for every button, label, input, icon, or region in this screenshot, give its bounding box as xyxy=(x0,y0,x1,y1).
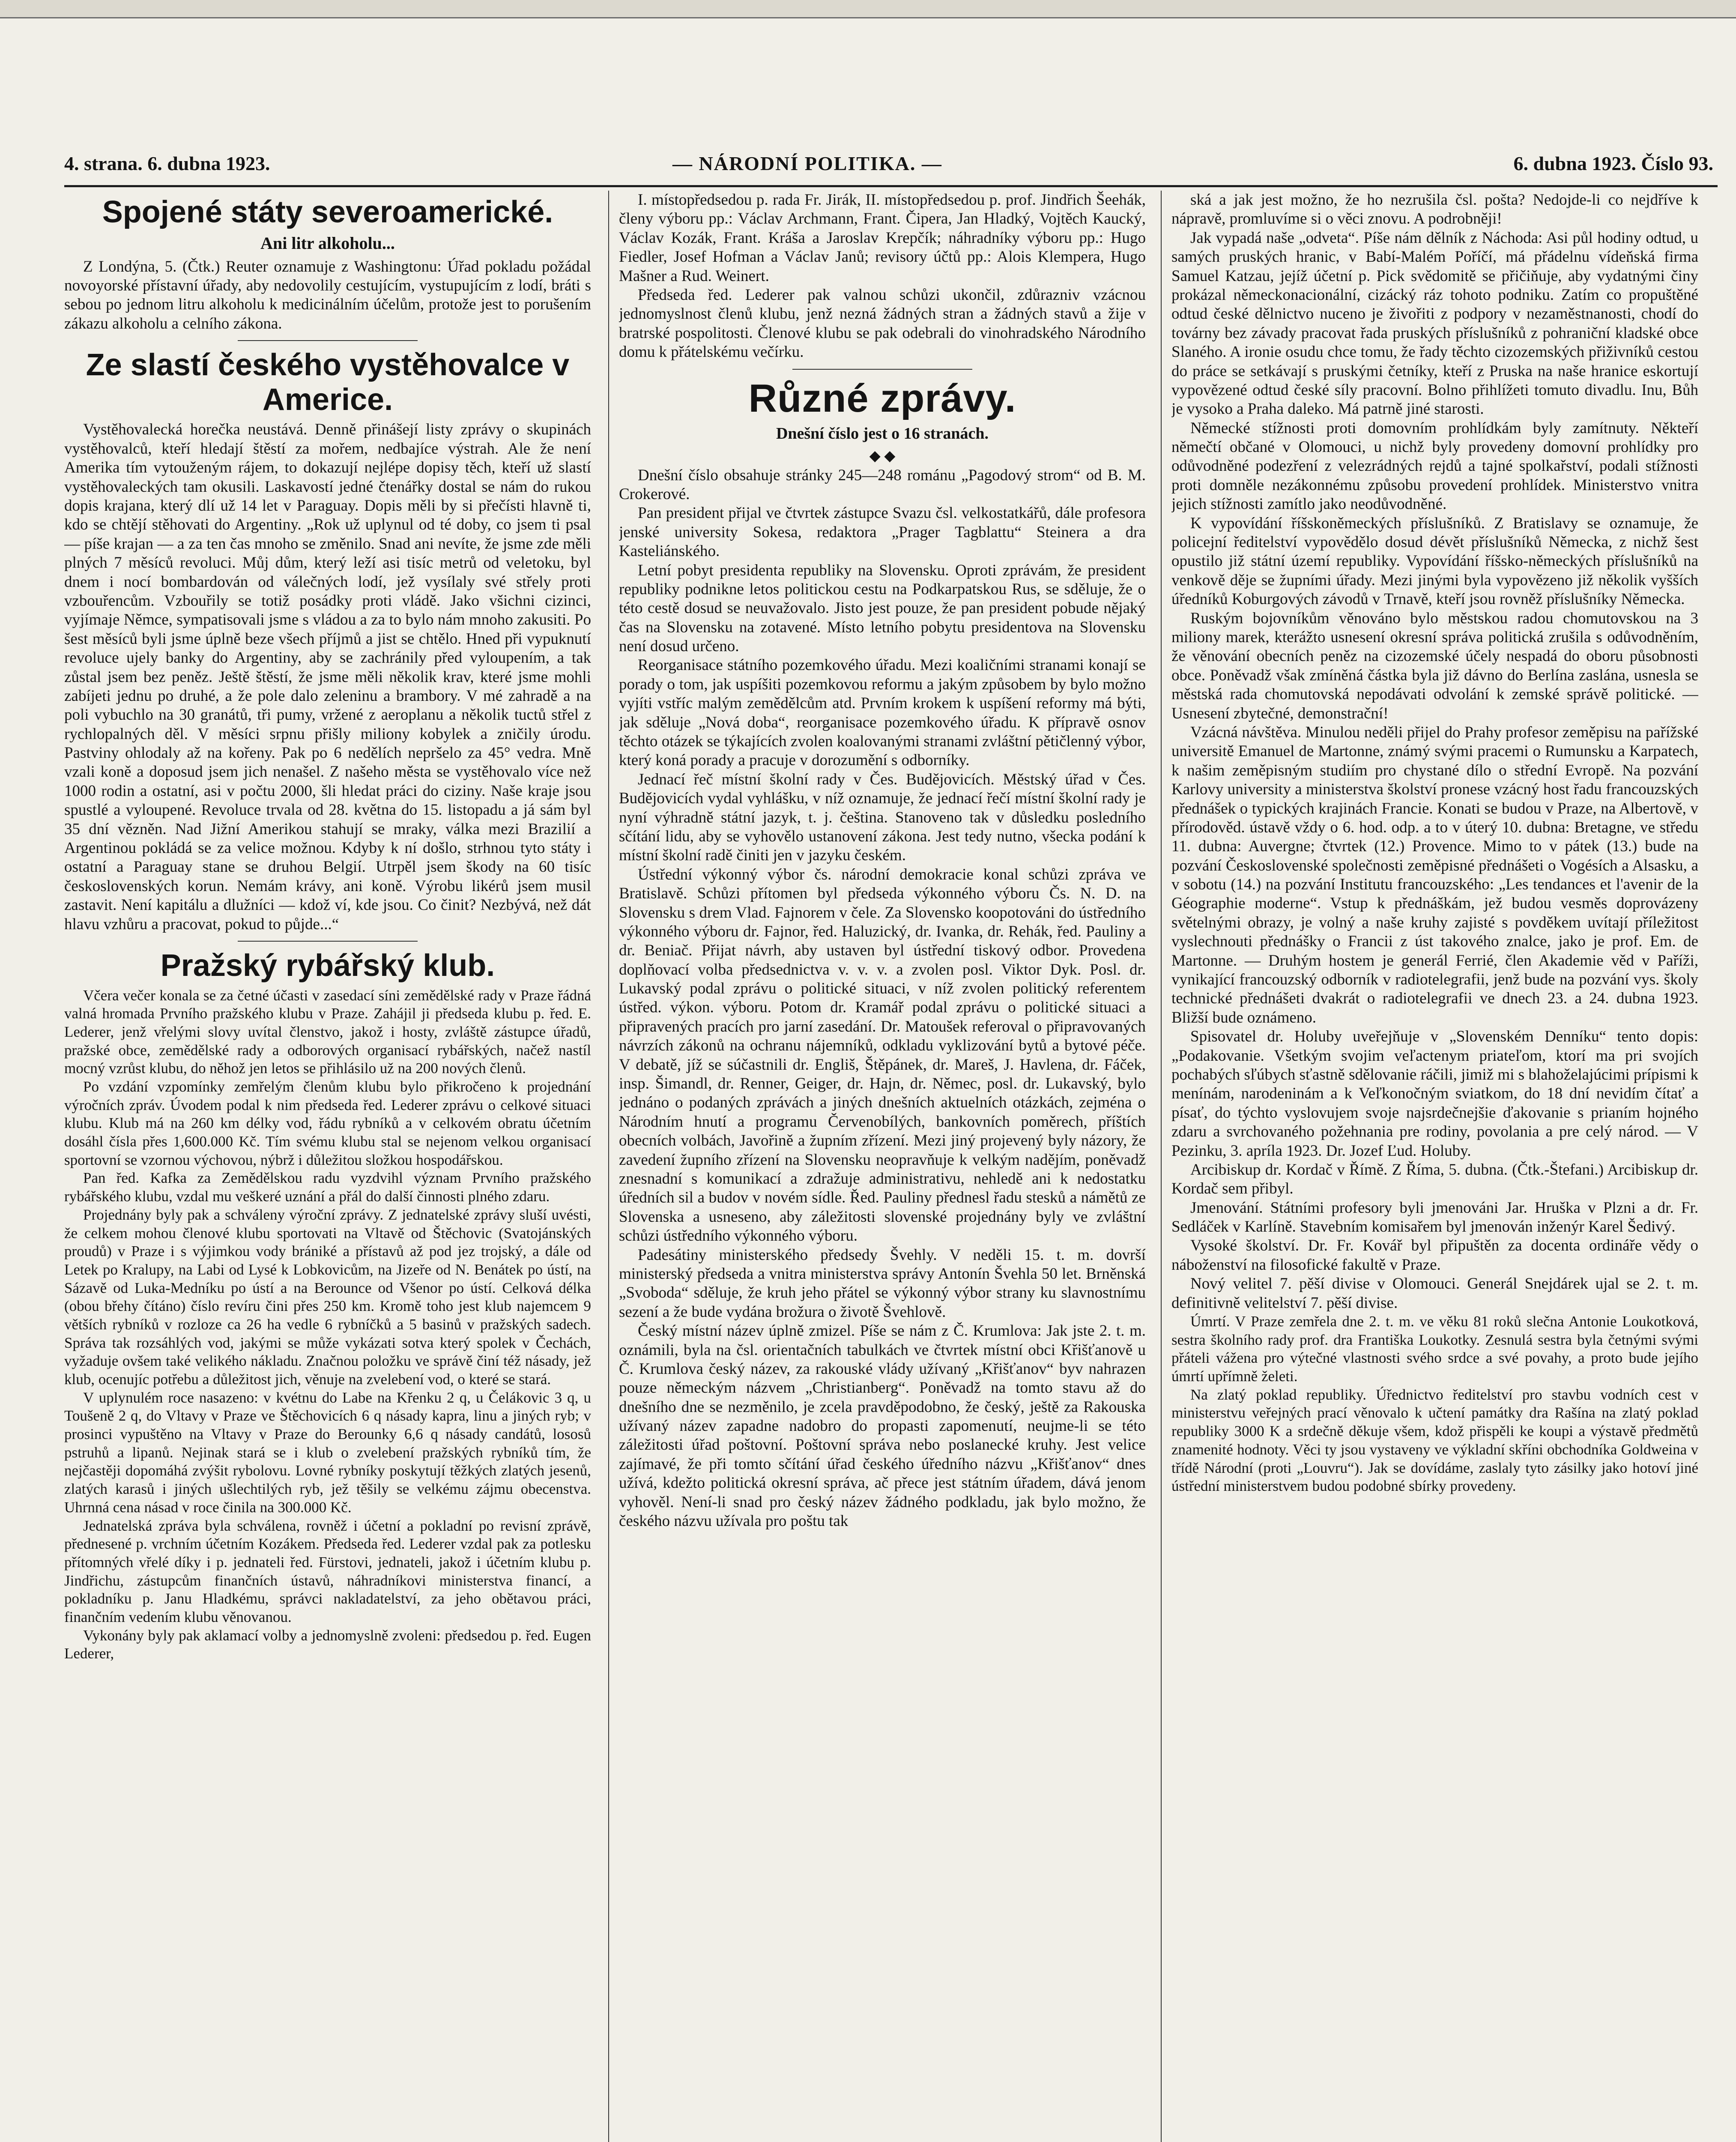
article-paragraph: Jednatelská zpráva byla schválena, rovněž i účetní a pokladní po revisní zprávě, přednesené p. vrchním účetním Kozákem. Předseda řed. Lederer vzdal pak za potlesku přítomných vřelé díky i p. jednateli řed. Fürstovi, jednateli, jakož i účetním klubu p. Jindřichu, zástupcům finančních ústavů, náhradníkovi ministerstva financí, a pokladníku p. Janu Hladkému, správci nakladatelství, za jeho obětavou práci, finančním vedením klubu věnovanou. xyxy=(64,1517,591,1625)
header-issue-info: 6. dubna 1923. Číslo 93. xyxy=(1513,153,1713,174)
section-title: Různé zprávy. xyxy=(748,376,1016,420)
masthead-title: — NÁRODNÍ POLITIKA. — xyxy=(672,153,942,174)
article-separator xyxy=(792,369,972,370)
issue-note: Dnešní číslo jest o 16 stranách. xyxy=(776,424,989,443)
article-paragraph: V uplynulém roce nasazeno: v kvétnu do Labe na Křenku 2 q, u Čelákovic 3 q, u Toušeně 2 q, do Vltavy v Praze ve Štěchovicích 6 q násady kapra, linu a jiných ryb; v prosinci vypuštěno na Vltavy v Praze do Berounky 6,6 q násady candátů, lososů pstruhů a lipanů. Nejinak stará se i klub o zvelebení pražských rybníků tím, že nejčastěji dopomáhá zvýšit rybolovu. Lovné rybníky poskytují těžkých zlatých jesenů, zlatých karasů i jiných ušlechtilých ryb, jež těšily se velkému zájmu obecenstva. Uhrnná cena násad v roce činila na 300.000 Kč. xyxy=(64,1389,591,1516)
article-paragraph: Včera večer konala se za četné účasti v zasedací síni zemědělské rady v Praze řádná valná hromada Prvního pražského klubu v Praze. Zahájil ji předseda klubu p. řed. E. Lederer, jenž vřelými slovy uvítal členstvo, jakož i hosty, zvláště zástupce úřadů, pražské obce, zemědělské rady a odborových organisací rybářských, načež nastíl mocný vzrůst klubu, do něhož jen letos se přihlásilo už na 200 nových členů. xyxy=(64,987,591,1077)
article-paragraph: Předseda řed. Lederer pak valnou schůzi ukončil, zdůrazniv vzácnou jednomyslnost členů klubu, jenž nezná žádných stran a žádných stavů a žije v bratrské pospolitosti. Členové klubu se pak odebrali do vinohradského Národního domu k přátelskému večírku. xyxy=(619,286,1146,361)
article-title: Pražský rybářský klub. xyxy=(160,948,495,983)
news-item: Jak vypadá naše „odveta“. Píše nám dělník z Náchoda: Asi půl hodiny odtud, u samých pruských hranic, v Babí-Malém Poříčí, má přádelnu vídeňská firma Samuel Katzau, jejíž účetní p. Pick svědomitě se přičiňuje, aby vydatnými činy prokázal německonacionální, cizácký ráz tohoto podniku. Zatím co propuštěné odtud české dělnictvo nuceno je živořiti z podpory v nezaměstnanosti, chodí do továrny bez závady pracovat řada pruských příslušníků z pohraniční kladské obce Slaného. A ironie osudu chce tomu, že řady těchto cizozemských přiživníků cestou do práce se setkávají s pruskými četníky, kteří z Pruska na naše hranice eskortují vypovězené odtud české síly pracovní. Bolno přihlížeti tomuto divadlu. Inu, Bůh je vysoko a Praha daleko. Má patrně jiné starosti. xyxy=(1171,229,1698,418)
article-paragraph: Vystěhovalecká horečka neustává. Denně přinášejí listy zprávy o skupinách vystěhovalců, kteří hledají štěstí za mořem, nedbajíce výstrah. Ale že není Amerika tím vytouženým rájem, to dokazují nejlépe dopisy těch, kteří už slastí vystěhovaleckých tam okusili. Laskavostí jedné čtenářky dostal se nám do rukou dopis krajana, který dlí už 14 let v Paraguay. Dopis měli by si přečísti hlavně ti, kdo se chtějí stěhovati do Argentiny. „Rok už uplynul od té doby, co jsem ti psal — píše krajan — a za ten čas mnoho se změnilo. Snad ani nevíte, že jsme zde měli plných 7 měsíců revoluci. Můj dům, který leží asi tisíc metrů od veletoku, byl dnem i nocí bombardován od válečných lodí, jež vysílaly své střely proti vzbouřencům. Vzbouřily se totiž posádky proti vládě. Jako všichni cizinci, vyjímaje Němce, sympatisovali jsme s vládou a za to bylo nám mnoho zakusiti. Po šest měsíců byli jsme úplně beze všech příjmů a jist se chtělo. Hned při vypuknutí revoluce ujely banky do Argentiny, aby se zachránily před vyloupením, a tak zůstal jsem bez peněz. Ještě štěstí, že jsme měli několik krav, které jsme mohli zabíjeti jednu po druhé, a že pole dalo zeleninu a brambory. V mé zahradě a na poli vybuchlo na 30 granátů, tři pumy, vržené z aeroplanu a několik tuctů střel z rychlopalných děl. V měsíci srpnu přišly miliony kobylek a zničily úrodu. Pastviny ohlodaly až na kořeny. Pak po 6 nedělích nepršelo za 45° vedra. Mně vzali koně a doposud jsem jich nenašel. Z našeho města se vystěhovalo více než 1000 rodin a ostatní, asi v počtu 2000, šli hledat práci do ciziny. Naše kraje jsou spustlé a vyloupené. Revoluce trvala od 28. května do 15. listopadu a já sám byl 35 dní vězněn. Nad Jižní Amerikou stahují se mraky, válka mezi Brazilií a Argentinou pokládá se za velice možnou. Kdyby k ní došlo, strhnou tyto státy i ostatní a Paraguay stane se druhou Belgií. Utrpěl jsem škody na 60 tisíc československých korun. Nemám krávy, ani koně. Výrobu likérů jsem musil zastavit. Není kapitálu a dlužníci — kdož ví, kde jsou. Co činit? Nezbývá, než dát hlavu vzhůru a pracovat, pokud to půjde...“ xyxy=(64,421,591,933)
column-2 xyxy=(619,191,1146,2142)
news-item: Vysoké školství. Dr. Fr. Kovář byl připuštěn za docenta ordináře vědy o náboženství na filosofické fakultě v Praze. xyxy=(1171,1237,1698,1274)
news-item: Jednací řeč místní školní rady v Čes. Budějovicích. Městský úřad v Čes. Budějovicích vydal vyhlášku, v níž oznamuje, že jednací řečí místní školní rady je nyní výhradně státní jazyk, t. j. čeština. Stanoveno tak v důsledku posledního sčítání lidu, aby se vyhovělo ustanovení zákona. Jest tedy nutno, všecka podání k místní školní radě činiti jen v jazyku českém. xyxy=(619,770,1146,865)
page-header xyxy=(64,152,1713,178)
news-item: Český místní název úplně zmizel. Píše se nám z Č. Krumlova: Jak jste 2. t. m. oznámili, byla na čsl. orientačních tabulkách ve čtvrtek místní obci Křišťanově u Č. Krumlova český název, za rakouské vlády užívaný „Křišťanov“ byv nahrazen pouze německým názvem „Christianberg“. Poněvadž na tomto stavu až do dnešního dne se nezměnilo, je zcela pravděpodobno, že český, ještě za Rakouska užívaný název zapadne nadobro do propasti zapomenutí, neujme-li se této záležitosti úřad poštovní. Poštovní správa nebo poslanecké kruhy. Jest velice zajímavé, že při tomto sčítání úřad českého úředního názvu „Křišťanov“ dnes užívá, kdežto politická okresní správa, ač přece jest státním úřadem, dává jenom vyhověl. Není-li snad pro český název žádného podkladu, jak bylo možno, že českého názvu užívala pro poštu tak xyxy=(619,1322,1146,1530)
news-item: Ruským bojovníkům věnováno bylo městskou radou chomutovskou na 3 miliony marek, kterážto usnesení okresní správa politická zrušila s odůvodněním, že věnování obecních peněz na cizozemské účely nespadá do oboru působnosti obce. Poněvadž však zmíněná částka byla již dávno do Berlína zaslána, usnesla se městská rada chomutovská nepodávati odvolání k zemské správě politické. — Usnesení zbytečné, demonstrační! xyxy=(1171,609,1698,722)
article-subtitle: Ani litr alkoholu... xyxy=(260,233,395,253)
news-item: Reorganisace státního pozemkového úřadu. Mezi koaličními stranami konají se porady o tom, jak uspíšiti pozemkovou reformu a jakým způsobem by bylo možno vyjíti vstříc malým zemědělcům atd. Prvním krokem k uspíšení reformy má býti, jak sděluje „Nová doba“, reorganisace pozemkového úřadu. K přípravě osnov těchto otázek se týkajících zvolen koalovanými stranami zvláštní pětičlenný výbor, který koná porady a pracuje v dorozumění s odborníky. xyxy=(619,656,1146,769)
news-item: Letní pobyt presidenta republiky na Slovensku. Oproti zprávám, že president republiky podnikne letos politickou cestu na Podkarpatskou Rus, se sděluje, že o této cestě dosud se neuvažovalo. Jisto jest pouze, že pan president pobude nějaký čas na Slovensku na zotavené. Místo letního pobytu presidentova na Slovensku není dosud určeno. xyxy=(619,561,1146,655)
news-item: Ústřední výkonný výbor čs. národní demokracie konal schůzi zpráva ve Bratislavě. Schůzi přítomen byl předseda výkonného výboru Čs. N. D. na Slovensku s drem Vlad. Fajnorem v čele. Za Slovensko koopotováni do ústředního výkonného výboru dr. Fajnor, řed. Haluzický, dr. Ivanka, dr. Rehák, řed. Pauliny a dr. Beniač. Přijat návrh, aby ustaven byl ústřední tiskový odbor. Provedena doplňovací volba předsednictva v. v. v. a zvolen posl. Viktor Dyk. Posl. dr. Lukavský podal zprávu o politické situaci, v níž zvolen politický referentem ústřed. výkon. výboru. Potom dr. Kramář podal zprávu o politické situaci a připravených pracích pro jarní zasedání. Dr. Matoušek referoval o připravovaných návrzích zákonů na ochranu nájemníků, odkladu vyklizování bytů a bytové péče. V debatě, jíž se súčastnili dr. Engliš, Štěpánek, dr. Mareš, J. Havlena, dr. Fáček, insp. Šimandl, dr. Renner, Geiger, dr. Hajn, dr. Němec, posl. dr. Lukavský, bylo jednáno o podaných zprávách a jiných dnešních aktuelních otázkách, zejména o Národním hnutí a programu Červenobílých, bankovních poměrech, příštích obecních volbách, Javořině a župním zřízení. Mezi jiný projevený byly názory, že zavedení župního zřízení na Slovensku neopravňuje k velkým nadějím, poněvadž znesnadní s komunikací a zdražuje administrativu, nehledě ani k nedostatku úředních sil a budov v novém sídle. Řed. Pauliny přednesl řadu stesků a námětů ze Slovenska a usneseno, aby záležitosti slovenské projednány byly ve zvláštní schůzi ústředního výkonného výboru. xyxy=(619,865,1146,1245)
article-separator xyxy=(238,340,418,341)
news-item: Úmrtí. V Praze zemřela dne 2. t. m. ve věku 81 roků slečna Antonie Loukotková, sestra školního rady prof. dra Františka Loukotky. Zesnulá sestra byla četnými svými přáteli vážena pro výtečné vlastnosti svého srdce a své povahy, a proto bude jejího úmrtí upřímně želeti. xyxy=(1171,1313,1698,1385)
news-item: Německé stížnosti proti domovním prohlídkám byly zamítnuty. Někteří němečtí občané v Olomouci, u nichž byly provedeny domovní prohlídky pro odůvodněné podezření z velezrádných rejdů a tajné spolkařství, podali stížnosti proti domněle nezákonnému způsobu provedení prohlídek. Ministerstvo vnitra jejich stížnosti zamítlo jako neodůvodněné. xyxy=(1171,419,1698,513)
article-paragraph: Po vzdání vzpomínky zemřelým členům klubu bylo přikročeno k projednání výročních zpráv. Úvodem podal k nim předseda řed. Lederer zprávu o celkové situaci klubu. Klub má na 260 km délky vod, řádu rybníků a v celkovém obratu účetním dosáhl čísla přes 1,600.000 Kč. Tím svému klubu stal se nejenom velkou organisací sportovní se vzornou výchovou, nýbrž i důležitou složkou hospodářskou. xyxy=(64,1078,591,1168)
news-item: Na zlatý poklad republiky. Úřednictvo ředitelství pro stavbu vodních cest v ministerstvu veřejných prací věnovalo k učtení památky dra Rašína na zlatý poklad republiky 3000 K a srdečně děkuje všem, kdož přispěli ke koupi a výstavě předmětů znamenité hodnoty. Věci ty jsou vystaveny ve výkladní skříni obchodníka Goldweina v třídě Národní (proti „Louvru“). Jak se dovídáme, zaslaly tyto zásilky jako hotoví jiné ústřední ministerstvem budou podobné sbírky provedeny. xyxy=(1171,1386,1698,1495)
article-paragraph: Vykonány byly pak aklamací volby a jednomyslně zvoleni: předsedou p. řed. Eugen Lederer, xyxy=(64,1627,591,1662)
column-divider xyxy=(608,191,609,2142)
article-separator xyxy=(238,941,418,942)
news-item: ská a jak jest možno, že ho nezrušila čsl. pošta? Nedojde-li co nejdříve k nápravě, promluvíme si o věci znovu. A podrobněji! xyxy=(1171,191,1698,228)
header-rule xyxy=(64,185,1718,187)
news-item: Pan president přijal ve čtvrtek zástupce Svazu čsl. velkostatkářů, dále profesora jenské university Sokesa, redaktora „Prager Tagblattu“ Steinera a dra Kasteliánského. xyxy=(619,504,1146,560)
news-item: Arcibiskup dr. Kordač v Římě. Z Říma, 5. dubna. (Čtk.-Štefani.) Arcibiskup dr. Kordač sem přibyl. xyxy=(1171,1161,1698,1198)
column-1 xyxy=(64,191,591,2142)
article-paragraph: I. místopředsedou p. rada Fr. Jirák, II. místopředsedou p. prof. Jindřich Šeehák, členy výboru pp.: Václav Archmann, Frant. Čipera, Jan Hladký, Vojtěch Kaucký, Václav Kozák, Frant. Kráša a Jaroslav Krepčík; náhradníky výboru pp.: Hugo Fiedler, Josef Hofman a Václav Janů; revisory účtů pp.: Alois Klempera, Hugo Mašner a Rud. Weinert. xyxy=(619,191,1146,285)
news-item: Nový velitel 7. pěší divise v Olomouci. Generál Snejdárek ujal se 2. t. m. definitivně velitelství 7. pěší divise. xyxy=(1171,1275,1698,1312)
article-title: Ze slastí českého vystěhovalce v Americe. xyxy=(86,348,570,417)
article-title: Spojené státy severoamerické. xyxy=(102,195,553,229)
article-paragraph: Z Londýna, 5. (Čtk.) Reuter oznamuje z Washingtonu: Úřad pokladu požádal novoyorské přístavní úřady, aby nedovolily cestujícím, vystupujícím z lodí, bráti s sebou po jednom litru alkoholu k medicinálním účelům, protože jest to porušením zákazu alkoholu a celního zákona. xyxy=(64,257,591,332)
top-margin-rule xyxy=(0,0,1736,18)
news-item: Dnešní číslo obsahuje stránky 245—248 románu „Pagodový strom“ od B. M. Crokerové. xyxy=(619,466,1146,503)
article-paragraph: Projednány byly pak a schváleny výroční zprávy. Z jednatelské zprávy sluší uvésti, že celkem mohou členové klubu sportovati na Vltavě od Štěchovic (Svatojánských proudů) v Praze i s výjimkou vody brániké a přístavů až pod jez trojský, a dále od Letek po Kralupy, na Labi od Lysé k Lobkovicům, na Jizeře od N. Benátek po ústí, na Sázavě od Luka-Medníku po ústí a na Berounce od Všenor po ústí. Celková délka (obou břehy čítáno) číslo revíru čini přes 250 km. Kromě toho jest klub najemcem 9 větších rybníků v rozloze ca 26 ha vedle 6 rybníčků a 5 basinů v pražských sadech. Správa tak rozsáhlých vod, jakými se může vykázati sotva který spolek v Čechách, vyžaduje ovšem také velikého nákladu. Značnou položku ve správě činí též násady, jež klub, ocenujíc potřebu a důležitost jich, věnuje na zvelebení vod, o které se stará. xyxy=(64,1206,591,1388)
news-item: Padesátiny ministerského předsedy Švehly. V neděli 15. t. m. dovrší ministerský předseda a vnitra ministerstva správy Antonín Švehla 50 let. Brněnská „Svoboda“ sděluje, že kruh jeho přátel se výkonný výbor strany ku slavnostnímu sezení a že bude vydána brožura o životě Švehlově. xyxy=(619,1246,1146,1321)
header-page-info: 4. strana. 6. dubna 1923. xyxy=(64,153,270,174)
news-item: Vzácná návštěva. Minulou neděli přijel do Prahy profesor zeměpisu na pařížské universitě Emanuel de Martonne, známý svými pracemi o Rumunsku a Karpatech, k našim zeměpisným studiím pro chystané dílo o střední Evropě. Na pozvání Karlovy university a ministerstva školství pronese vzácný host řadu francouzských přednášek o typických krajinách Francie. Konati se budou v Praze, na Albertově, v přírodověd. ústavě vždy o 6. hod. odp. a to v úterý 10. dubna: Bretagne, ve středu 11. dubna: Auvergne; čtvrtek (12.) Provence. Mimo to v pátek (13.) bude na pozvání Československé společnosti zeměpisné přednášeti o Vogésích a Alsasku, a v sobotu (14.) na pozvání Institutu francouzského: „Les tendances et l'avenir de la Géographie moderne“. Vstup k přednáškám, jež budou vesměs doprovázeny světelnými obrazy, je volný a naše kruhy zajisté s povděkem uvítají příležitost vyslechnouti přednášky o Francii z úst takového znalce, jako je prof. Em. de Martonne. — Druhým hostem je generál Ferrié, člen Akademie věd v Paříži, vynikající francouzský odborník v radiotelegrafii, jenž bude na pozvání vys. školy technické přednášeti dvakrát o radiotelegrafii ve dnech 23. a 24. dubna 1923. Bližší bude oznámeno. xyxy=(1171,723,1698,1026)
news-item: K vypovídání říšskoněmeckých příslušníků. Z Bratislavy se oznamuje, že policejní ředitelství vypovědělo dosud dévět příslušníků Německa, z nichž šest opustilo již státní území republiky. Vypovídání říšsko-německých příslušníků na venkově děje se župními úřady. Mezi jinými byla vypovězeno již několik vyšších úředníků Koburgových závodů v Trnavě, kteří jsou rovněž příslušníky Německa. xyxy=(1171,514,1698,608)
article-paragraph: Pan řed. Kafka za Zemědělskou radu vyzdvihl význam Prvního pražského rybářského klubu, vzdal mu veškeré uznání a přál do další činnosti plného zdaru. xyxy=(64,1170,591,1205)
news-item: Spisovatel dr. Holuby uveřejňuje v „Slovenském Denníku“ tento dopis: „Podakovanie. Všetkým svojim veľactenym priateľom, ktorí ma pri svojích pochabých sľúbych sťastně sdělovanie ráčili, jimiž mi s blahoželajúcimi prípismi k menínám, narodeninám a k Veľkonočným sviatkom, do 18 dní nevidím čítať a písať, do týchto vyslovujem svoje najsrdečnejšie ďakovanie s prianím hojného zdaru a svrchovaného požehnania pre rodiny, povolania a pre celý národ. — V Pezinku, 3. apríla 1923. Dr. Jozef Ľud. Holuby. xyxy=(1171,1028,1698,1160)
ornament: ◆ ◆ xyxy=(869,448,896,464)
news-item: Jmenování. Státními profesory byli jmenováni Jar. Hruška v Plzni a dr. Fr. Sedláček v Karlíně. Stavebním komisařem byl jmenován inženýr Karel Šedivý. xyxy=(1171,1199,1698,1236)
column-divider xyxy=(1161,191,1162,2142)
column-3 xyxy=(1171,191,1698,2142)
